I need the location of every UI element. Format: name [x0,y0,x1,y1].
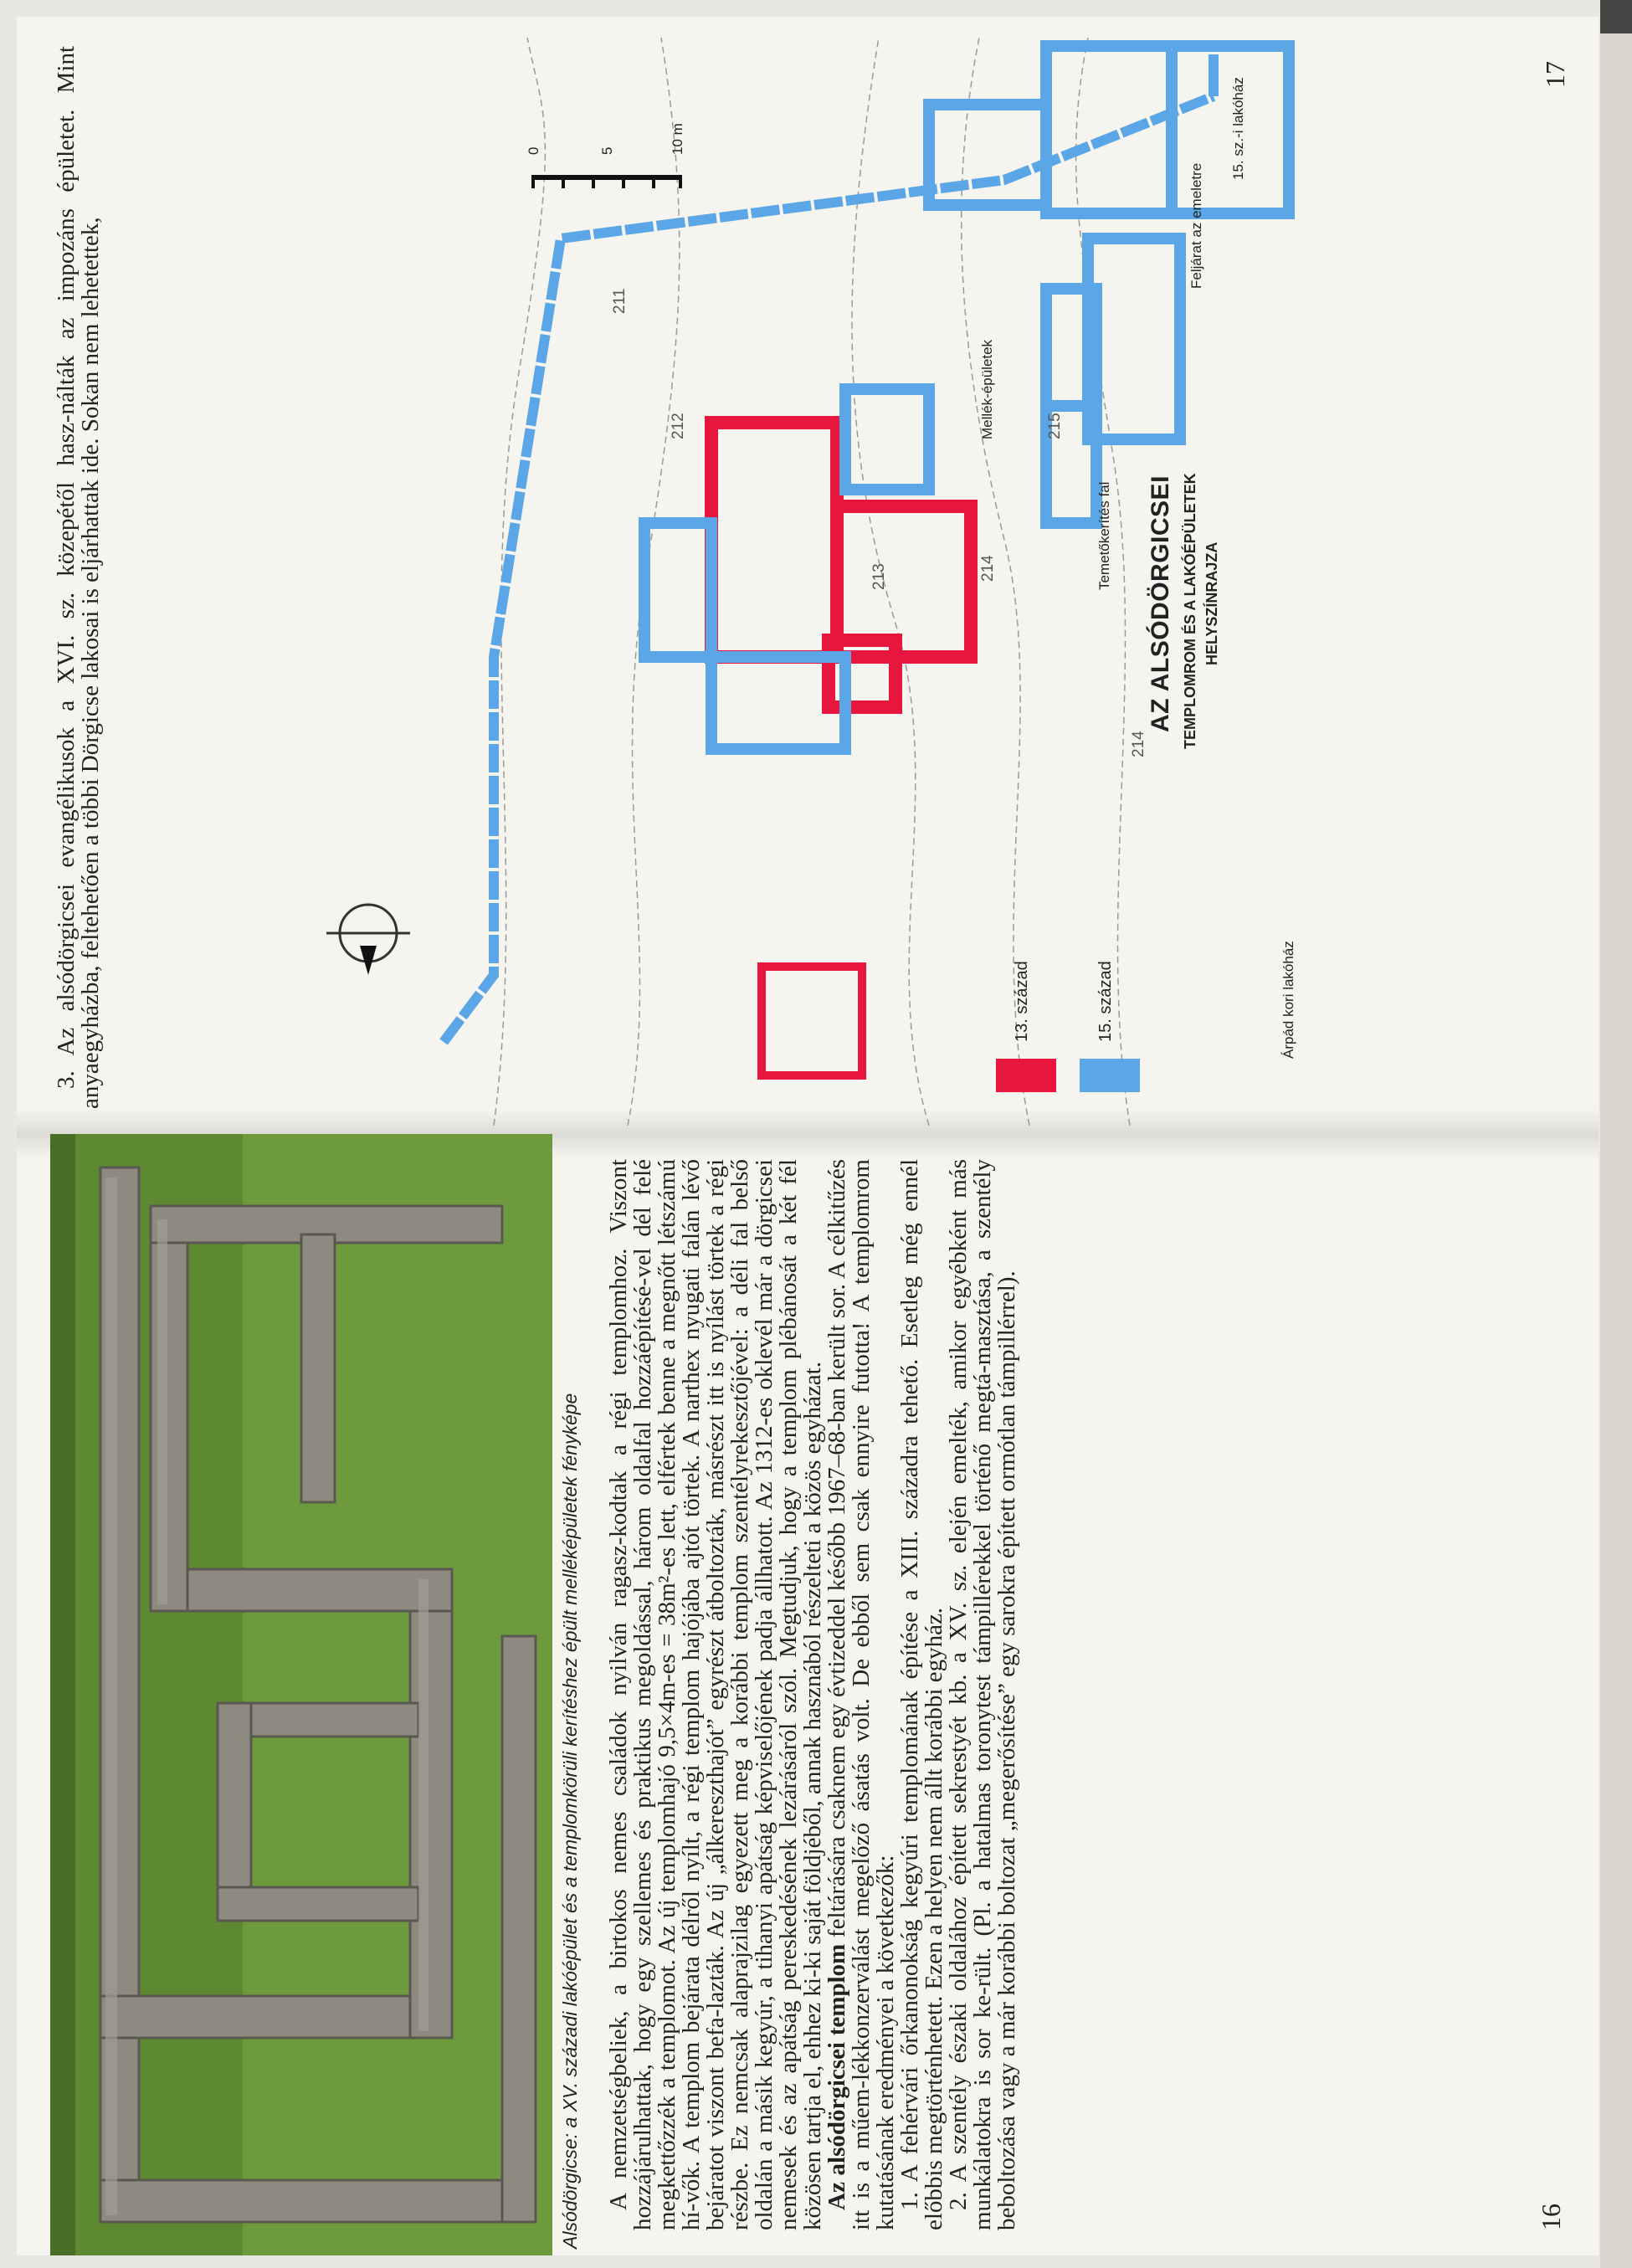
paragraph: A nemzetségbeliek, a birtokos nemes családok nyilván ragasz-kodtak a régi templomhoz. Viszont hozzájárulhattak, hogy egy szellemes és praktikus megoldással, három oldalfal hozzáépítésé-vel dél felé megkettőzzék a templomot. Az új templomhajó 9,5×4m-es = 38m²-es lett, elfértek benne a megnőtt létszámú hí-vők. A templom bejárata délről nyílt, a régi templom hajójába ajtót törtek. A narthex nyugati falán lévő bejáratot viszont befa-lazták. Az új „álkereszthajót” egyrészt átboltozták, másrészt itt is nyílást törtek a régi részbe. Ez nemcsak alaprajzilag egyezett meg a korábbi templom szentélyrekesztőjével: a déli fal belső oldalán a másik kegyúr, a tihanyi apátság képviselőjének padja állhatott. Az 1312-es oklevél már a dörgicsei nemesek és az apátság pereskedésének lezárásáról szól. Megtudjuk, hogy a templom plébánosát a két fél közösen tartja el, ehhez ki-ki saját földjéből, annak hasznából részelteti a közös egyházat. [605,1159,826,2230]
map-title: AZ ALSÓDÖRGICSEI [1147,475,1174,732]
scale-bar [531,175,682,188]
list-item: 2. A szentély északi oldalához épített sekrestyét kb. a XV. sz. elején emelték, amikor egyébként más munkálatokra is sor ke-rült. (Pl. a hatalmas toronytest támpillérekkel történő megtá-masztása, a szentély beboltozása vagy a már korábbi boltozat „megerősítése” egy sarokra épített ormótlan támpillérrel). [945,1159,1020,2230]
paragraph [825,1159,898,2230]
label-arpad-house: Árpád kori lakóház [1280,941,1296,1059]
contour-label: 212 [670,413,687,439]
legend-swatch-15c [1080,1059,1140,1092]
list-item: 1. A fehérvári őrkanonokság kegyúri templomának építése a XIII. századra tehető. Esetleg még ennél előbbis megtörténhetett. Ezen a helyen nem állt korábbi egyház. [896,1159,947,2230]
scanner-edge [1600,0,1632,2268]
label-15c-house: 15. sz.-i lakóház [1230,77,1246,180]
right-page-text [54,46,103,1109]
contour-label: 214 [979,555,997,582]
ruins-photo [50,1134,552,2255]
legend-label-13c: 13. század [1013,961,1031,1042]
scale-label-0: 0 [526,146,541,155]
label-outbuildings: Mellék-épületek [979,339,995,439]
map-subtitle-2: HELYSZÍNRAJZA [1203,541,1220,665]
ruins-photo-drawing [50,1134,552,2255]
page-number: 17 [1540,61,1570,88]
scanner-corner [1600,0,1632,33]
contour-label: 214 [1130,731,1147,757]
contour-label: 215 [1046,413,1064,439]
north-arrow-icon [326,905,410,975]
left-page-text [607,1159,1019,2230]
paragraph-rest: feltárására csaknem egy évtizeddel később 1967–68-ban került sor. A célkitűzés itt is a műem-lékkonzerválást megelőző ásatás volt. De ebből sem csak ennyire futotta! A templomrom kutatásának eredményei a következők: [824,1159,899,2230]
contour-label: 213 [870,563,888,590]
legend-swatch-13c [996,1059,1056,1092]
scale-label-5: 5 [599,146,615,155]
legend-label-15c: 15. század [1096,961,1115,1042]
site-plan [293,29,1297,1126]
paragraph: 3. Az alsódörgicsei evangélikusok a XVI. sz. közepétől hasz-nálták az impozáns épületet. Mint anyaegyházba, feltehetően a többi Dörgicse lakosai is eljárhattak ide. Sokan nem lehetettek, [53,46,104,1109]
label-stairs: Feljárat az emeletre [1188,162,1204,289]
page-17-content [17,17,1599,1134]
page-number: 16 [1536,2204,1566,2230]
map-subtitle-1: TEMPLOMROM ÉS A LAKÓÉPÜLETEK [1182,473,1198,749]
bold-lead: Az alsódörgicsei templom [824,1943,850,2210]
photo-caption: Alsódörgicse: a XV. századi lakóépület és a templomkörüli kerítéshez épült melléképületek fényképe [559,1393,581,2249]
scale-label-10: 10 m [670,123,685,155]
page-16-content [17,1134,1599,2255]
label-fence: Temetőkerítés fal [1096,481,1112,590]
contour-label: 211 [611,288,629,314]
